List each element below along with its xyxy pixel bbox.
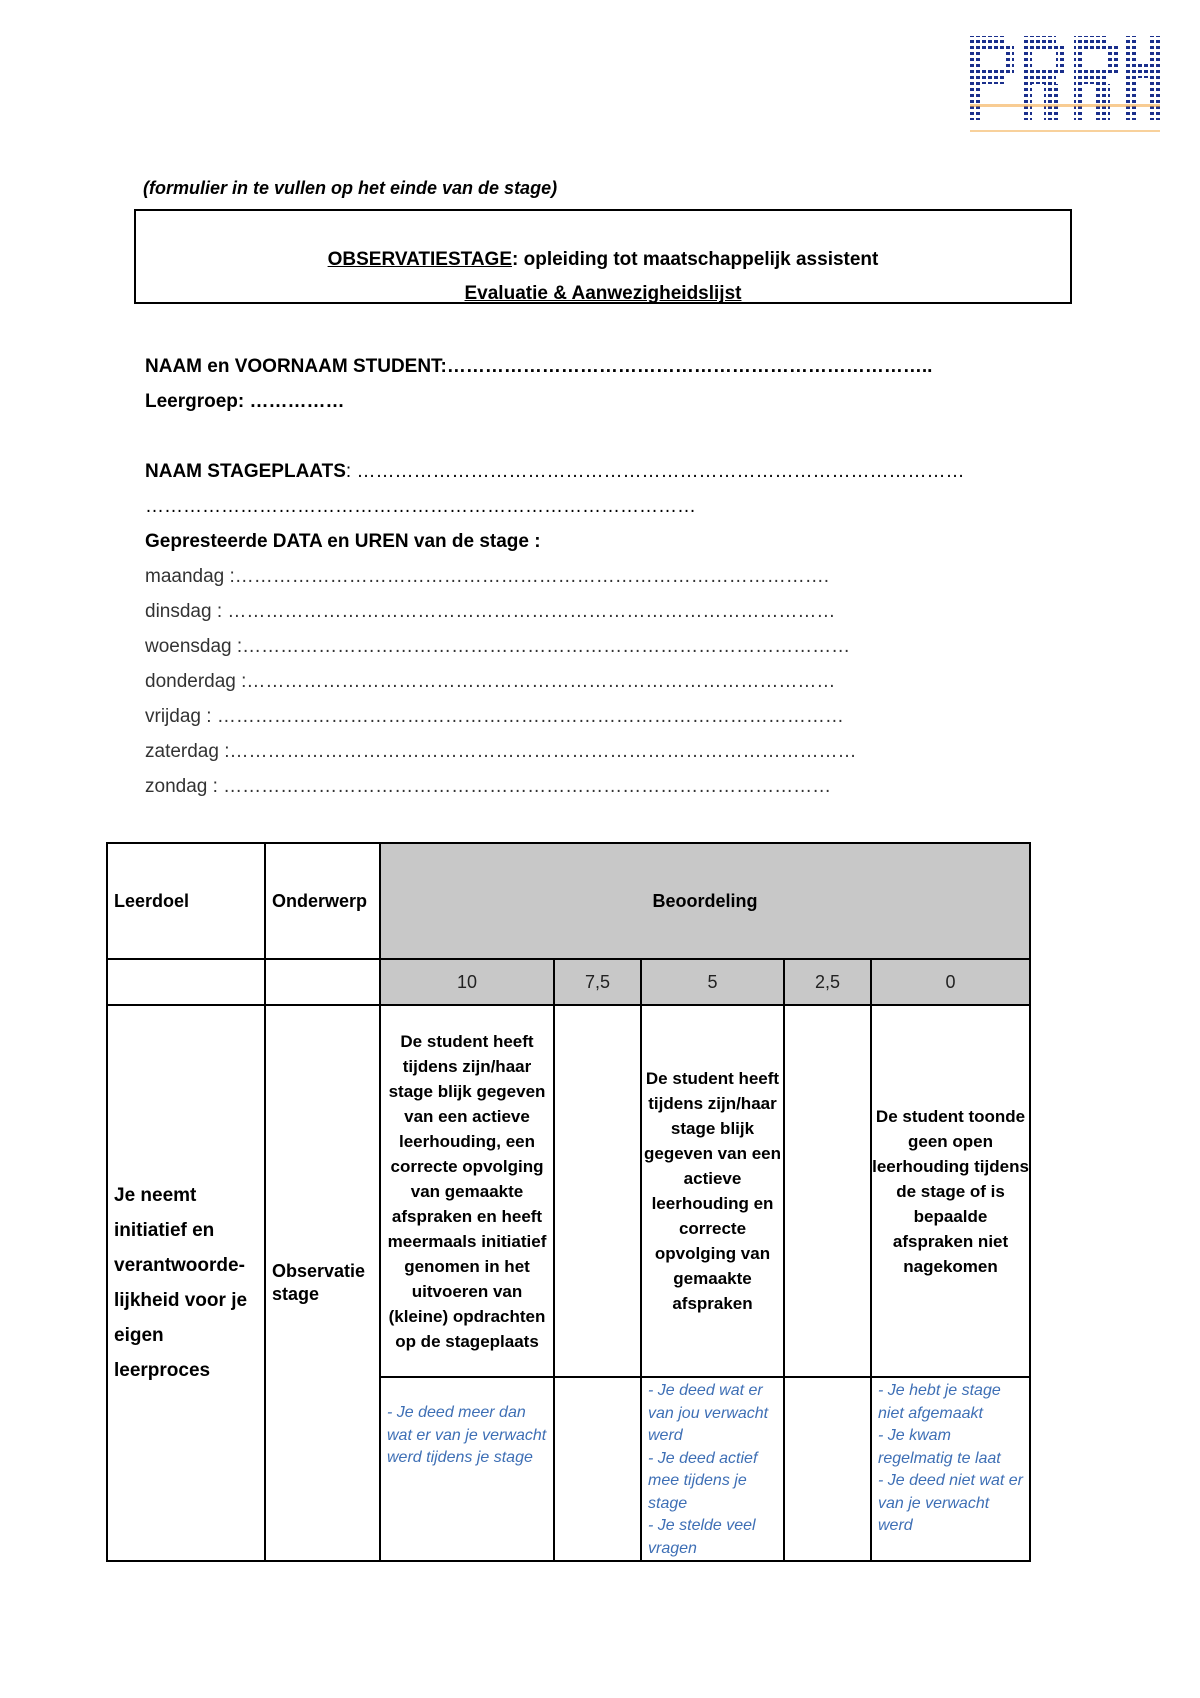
day-dots: :………………………………………………………………………………… [235, 671, 836, 692]
title-line-2: Evaluatie & Aanwezigheidslijst [464, 283, 742, 304]
day-dots: :……………………………………………………………………………………… [218, 741, 857, 762]
score-0: 0 [871, 959, 1030, 1005]
day-zondag[interactable] [145, 776, 831, 798]
title-observatiestage: OBSERVATIESTAGE [327, 249, 513, 270]
day-label: maandag [145, 566, 225, 587]
hints-5 [641, 1377, 784, 1561]
hints-2-5 [784, 1377, 871, 1561]
description-5[interactable]: De student heeft tijdens zijn/haar stage blijk gegeven van een actieve leerhouding en correcte opvolging van gemaakte afspraken [641, 1005, 784, 1377]
hint-item: - Je deed actief mee tijdens je stage [648, 1449, 758, 1512]
day-maandag[interactable] [145, 566, 829, 588]
header-onderwerp: Onderwerp [265, 843, 380, 959]
empty-cell [265, 959, 380, 1005]
header-leerdoel: Leerdoel [107, 843, 265, 959]
day-label: dinsdag [145, 601, 212, 622]
school-logo [970, 34, 1170, 138]
day-label: zondag [145, 776, 208, 797]
day-woensdag[interactable] [145, 636, 850, 658]
stageplaats-field[interactable] [145, 461, 964, 483]
day-label: woensdag [145, 636, 232, 657]
evaluation-table [106, 842, 1031, 1562]
title-opleiding: : opleiding tot maatschappelijk assistent [512, 249, 879, 270]
hints-10 [380, 1377, 554, 1561]
score-5: 5 [641, 959, 784, 1005]
group-label: Leergroep: [145, 391, 245, 412]
hint-item: - Je deed meer dan wat er van je verwacht werd tijdens je stage [387, 1404, 547, 1466]
day-dots: : ……………………………………………………………………………………… [200, 706, 844, 727]
score-2-5: 2,5 [784, 959, 871, 1005]
hint-item: - Je deed niet wat er van je verwacht werd [878, 1472, 1023, 1534]
intro-note: (formulier in te vullen op het einde van de stage) [143, 178, 558, 198]
student-name-label: NAAM en VOORNAAM STUDENT: [145, 356, 447, 377]
subject: Observatie stage [265, 1005, 380, 1561]
header-beoordeling: Beoordeling [380, 843, 1030, 959]
day-zaterdag[interactable] [145, 741, 857, 763]
group-field[interactable] [145, 391, 345, 413]
criteria-row [107, 1005, 1030, 1377]
hint-item: - Je hebt je stage niet afgemaakt [878, 1382, 1001, 1422]
hint-item: - Je kwam regelmatig te laat [878, 1427, 1001, 1467]
day-dots: :…………………………………………………………………………………. [224, 566, 830, 587]
student-name-field[interactable] [145, 356, 932, 378]
title-line-1 [136, 249, 1070, 271]
stageplaats-dots-line-2[interactable]: …………………………………………………………………………… [145, 496, 696, 517]
description-2-5[interactable] [784, 1005, 871, 1377]
day-label: vrijdag [145, 706, 201, 727]
day-label: zaterdag [145, 741, 219, 762]
hint-item: - Je deed wat er van jou verwacht werd [648, 1382, 769, 1444]
header-row [107, 843, 1030, 959]
title-box [134, 209, 1072, 304]
day-vrijdag[interactable] [145, 706, 844, 728]
group-dots: …………… [249, 391, 345, 412]
stageplaats-label: NAAM STAGEPLAATS [145, 461, 346, 482]
score-7-5: 7,5 [554, 959, 641, 1005]
hints-0 [871, 1377, 1030, 1561]
day-dots: : …………………………………………………………………………………… [207, 776, 832, 797]
day-label: donderdag [145, 671, 236, 692]
description-7-5[interactable] [554, 1005, 641, 1377]
empty-cell [107, 959, 265, 1005]
stageplaats-dots: : …………………………………………………………………………………… [345, 461, 965, 482]
score-row [107, 959, 1030, 1005]
description-0[interactable]: De student toonde geen open leerhouding tijdens de stage of is bepaalde afspraken niet nagekomen [871, 1005, 1030, 1377]
learning-goal: Je neemt initiatief en verantwoorde-lijkheid voor je eigen leerproces [107, 1005, 265, 1561]
hint-item: - Je stelde veel vragen [648, 1517, 756, 1557]
description-10[interactable]: De student heeft tijdens zijn/haar stage blijk gegeven van een actieve leerhouding, een correcte opvolging van gemaakte afspraken en heeft meermaals initiatief genomen in het uitvoeren van (kleine) opdrachten op de stageplaats [380, 1005, 554, 1377]
day-dots: :…………………………………………………………………………………… [231, 636, 851, 657]
student-name-dots: ………………………………………………………………….. [446, 356, 933, 377]
day-donderdag[interactable] [145, 671, 835, 693]
score-10: 10 [380, 959, 554, 1005]
day-dots: : …………………………………………………………………………………… [211, 601, 836, 622]
hints-7-5 [554, 1377, 641, 1561]
day-dinsdag[interactable] [145, 601, 835, 623]
dates-label: Gepresteerde DATA en UREN van de stage : [145, 531, 541, 552]
